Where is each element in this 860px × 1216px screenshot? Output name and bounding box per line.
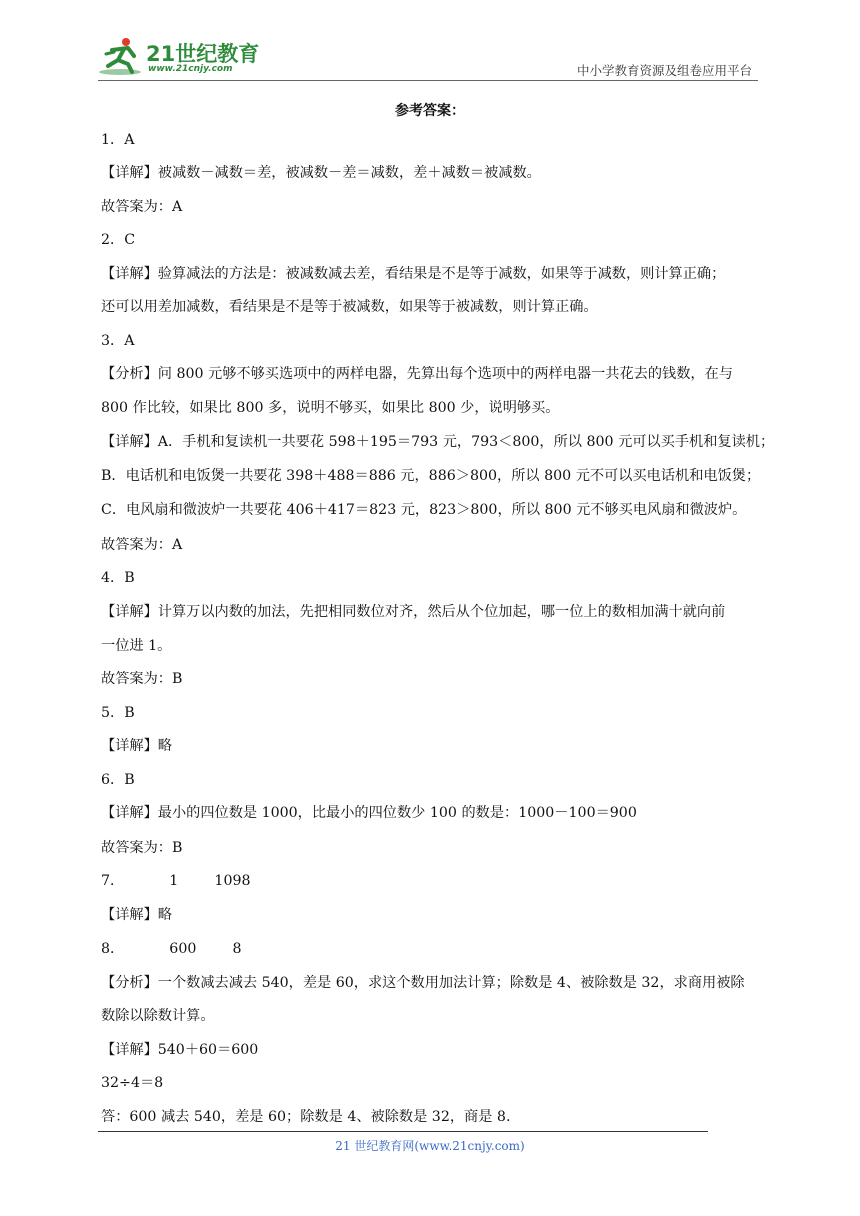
answer-line: 6．B (101, 772, 135, 788)
page-title: 参考答案： (395, 103, 465, 119)
answer-line: 故答案为：B (101, 671, 183, 687)
answer-line: 【分析】问 800 元够不够买选项中的两样电器，先算出每个选项中的两样电器一共花去的钱数，在与 (101, 366, 733, 382)
answer-line: 800 作比较，如果比 800 多，说明不够买，如果比 800 少，说明够买。 (101, 400, 560, 416)
site-logo[interactable] (98, 34, 268, 78)
logo-url: www.21cnjy.com (148, 64, 233, 74)
answer-line: C．电风扇和微波炉一共要花 406＋417＝823 元，823＞800，所以 800 元不够买电风扇和微波炉。 (101, 502, 747, 518)
answer-line: 【详解】A．手机和复读机一共要花 598＋195＝793 元，793＜800，所以 800 元可以买手机和复读机； (101, 434, 775, 450)
answer-line: 一位进 1。 (101, 638, 172, 654)
page-header (98, 34, 758, 82)
answer-line: 4．B (101, 570, 135, 586)
answer-line: 【详解】540＋60＝600 (101, 1042, 259, 1058)
platform-name: 中小学教育资源及组卷应用平台 (576, 63, 752, 78)
answer-line: B．电话机和电饭煲一共要花 398＋488＝886 元，886＞800，所以 800 元不可以买电话机和电饭煲； (101, 468, 761, 484)
footer-divider (98, 1131, 708, 1132)
answer-line: 【分析】一个数减去减去 540，差是 60，求这个数用加法计算；除数是 4、被除数是 32，求商用被除 (101, 975, 745, 991)
runner-logo-icon (98, 36, 146, 78)
answer-line: 故答案为：A (101, 537, 183, 553)
answer-line: 故答案为：A (101, 199, 183, 215)
answer-line: 【详解】验算减法的方法是：被减数减去差，看结果是不是等于减数，如果等于减数，则计算正确； (101, 266, 726, 282)
answer-line: 还可以用差加减数，看结果是不是等于被减数，如果等于被减数，则计算正确。 (101, 299, 598, 315)
answer-line: 1．A (101, 132, 135, 148)
answer-line: 3．A (101, 333, 135, 349)
answer-line: 8． 600 8 (101, 941, 242, 957)
header-divider (98, 80, 758, 81)
answer-line: 【详解】计算万以内数的加法，先把相同数位对齐，然后从个位加起，哪一位上的数相加满十就向前 (101, 604, 726, 620)
answer-line: 数除以除数计算。 (101, 1008, 215, 1024)
answer-line: 7． 1 1098 (101, 873, 251, 889)
answer-line: 【详解】略 (101, 907, 172, 923)
answer-line: 【详解】被减数－减数＝差，被减数－差＝减数，差＋减数＝被减数。 (101, 165, 541, 181)
answer-line: 故答案为：B (101, 840, 183, 856)
answer-line: 【详解】略 (101, 738, 172, 754)
footer-link[interactable]: 21 世纪教育网(www.21cnjy.com) (335, 1139, 525, 1153)
answer-line: 32÷4＝8 (101, 1075, 164, 1091)
answer-line: 答：600 减去 540，差是 60；除数是 4、被除数是 32，商是 8. (101, 1109, 511, 1125)
answer-line: 2．C (101, 232, 136, 248)
logo-text: 21世纪教育 (146, 42, 260, 66)
answer-line: 【详解】最小的四位数是 1000，比最小的四位数少 100 的数是：1000－100＝900 (101, 805, 637, 821)
answer-line: 5．B (101, 705, 135, 721)
